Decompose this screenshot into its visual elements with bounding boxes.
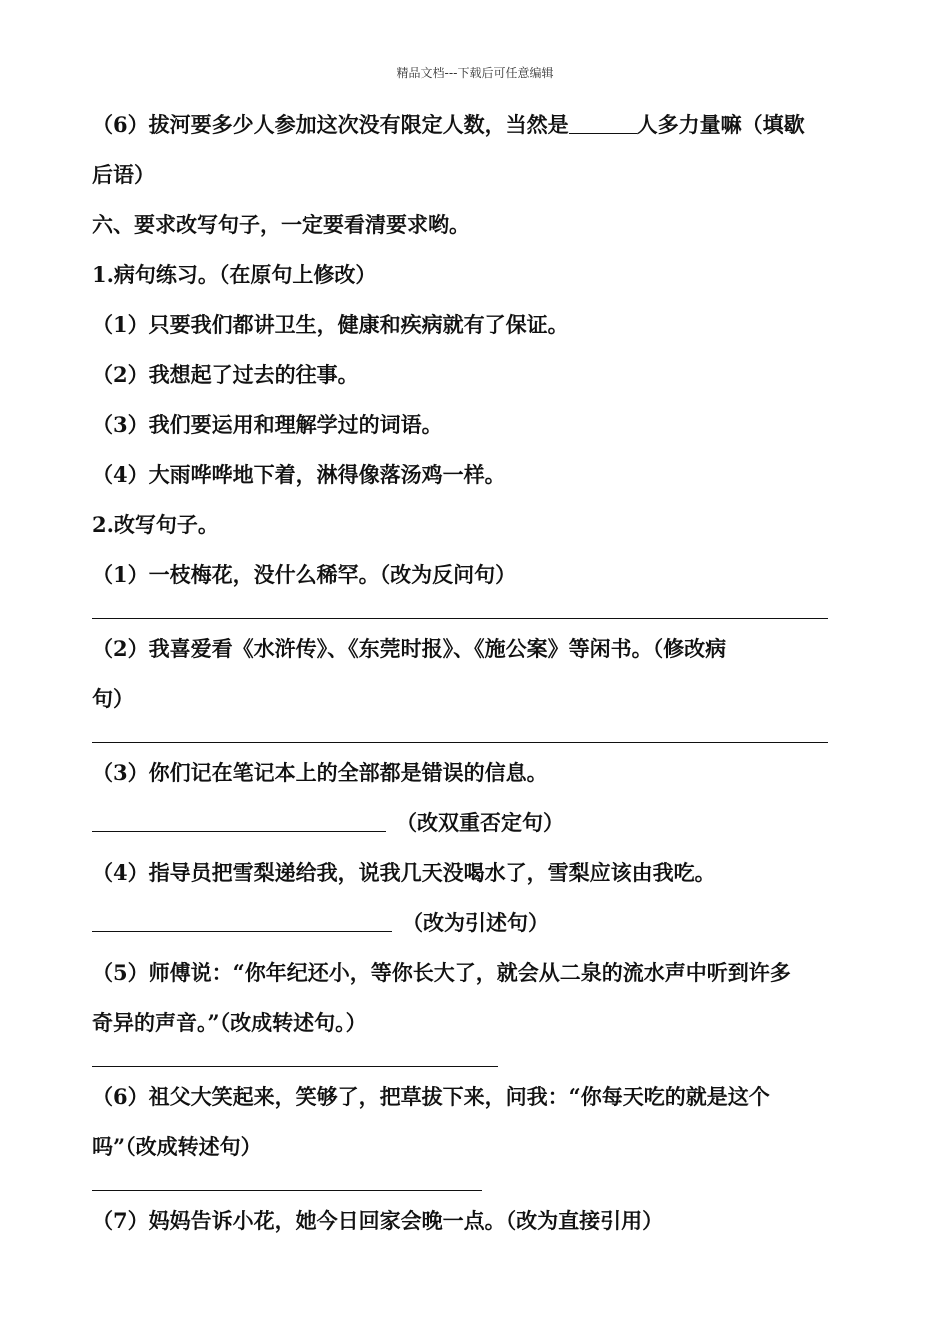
sentence-item: （1）一枝梅花，没什么稀罕。（改为反问句） [92,562,517,587]
answer-line [92,1190,482,1191]
sentence-item: （2）我喜爱看《水浒传》、《东莞时报》、《施公案》等闲书。（修改病 [92,636,727,661]
question-text: 人多力量嘛（填歇 [636,112,805,137]
answer-with-instruction [92,808,564,838]
answer-line [92,618,828,619]
answer-blank [92,909,392,932]
answer-line [92,1066,498,1067]
section-heading: 六、要求改写句子，一定要看清要求哟。 [92,212,470,237]
answer-blank [569,111,637,134]
sentence-item: （1）只要我们都讲卫生，健康和疾病就有了保证。 [92,312,569,337]
answer-line [92,742,828,743]
sentence-item: （5）师傅说：“你年纪还小，等你长大了，就会从二泉的流水声中听到许多 [92,960,791,985]
question-text: （6）拔河要多少人参加这次没有限定人数，当然是 [92,112,569,137]
sentence-item: （2）我想起了过去的往事。 [92,362,359,387]
question-6-fill-idiom [92,110,805,140]
sentence-item: （4）大雨哗哗地下着，淋得像落汤鸡一样。 [92,462,506,487]
subsection-heading: 2.改写句子。 [92,512,219,537]
page-header: 精品文档---下载后可任意编辑 [396,66,554,80]
instruction: （改为引述句） [402,910,549,935]
sentence-item: （3）我们要运用和理解学过的词语。 [92,412,443,437]
text-line: 后语） [92,162,155,187]
sentence-item: （3）你们记在笔记本上的全部都是错误的信息。 [92,760,548,785]
instruction: （改双重否定句） [396,810,564,835]
text-line: 吗”（改成转述句） [92,1134,262,1159]
text-line: 奇异的声音。”（改成转述句。） [92,1010,367,1035]
sentence-item: （6）祖父大笑起来，笑够了，把草拔下来，问我：“你每天吃的就是这个 [92,1084,770,1109]
subsection-heading: 1.病句练习。（在原句上修改） [92,262,377,287]
sentence-item: （4）指导员把雪梨递给我，说我几天没喝水了，雪梨应该由我吃。 [92,860,716,885]
sentence-item: （7）妈妈告诉小花，她今日回家会晚一点。（改为直接引用） [92,1208,664,1233]
answer-with-instruction [92,908,549,938]
text-line: 句） [92,686,134,711]
answer-blank [92,809,386,832]
